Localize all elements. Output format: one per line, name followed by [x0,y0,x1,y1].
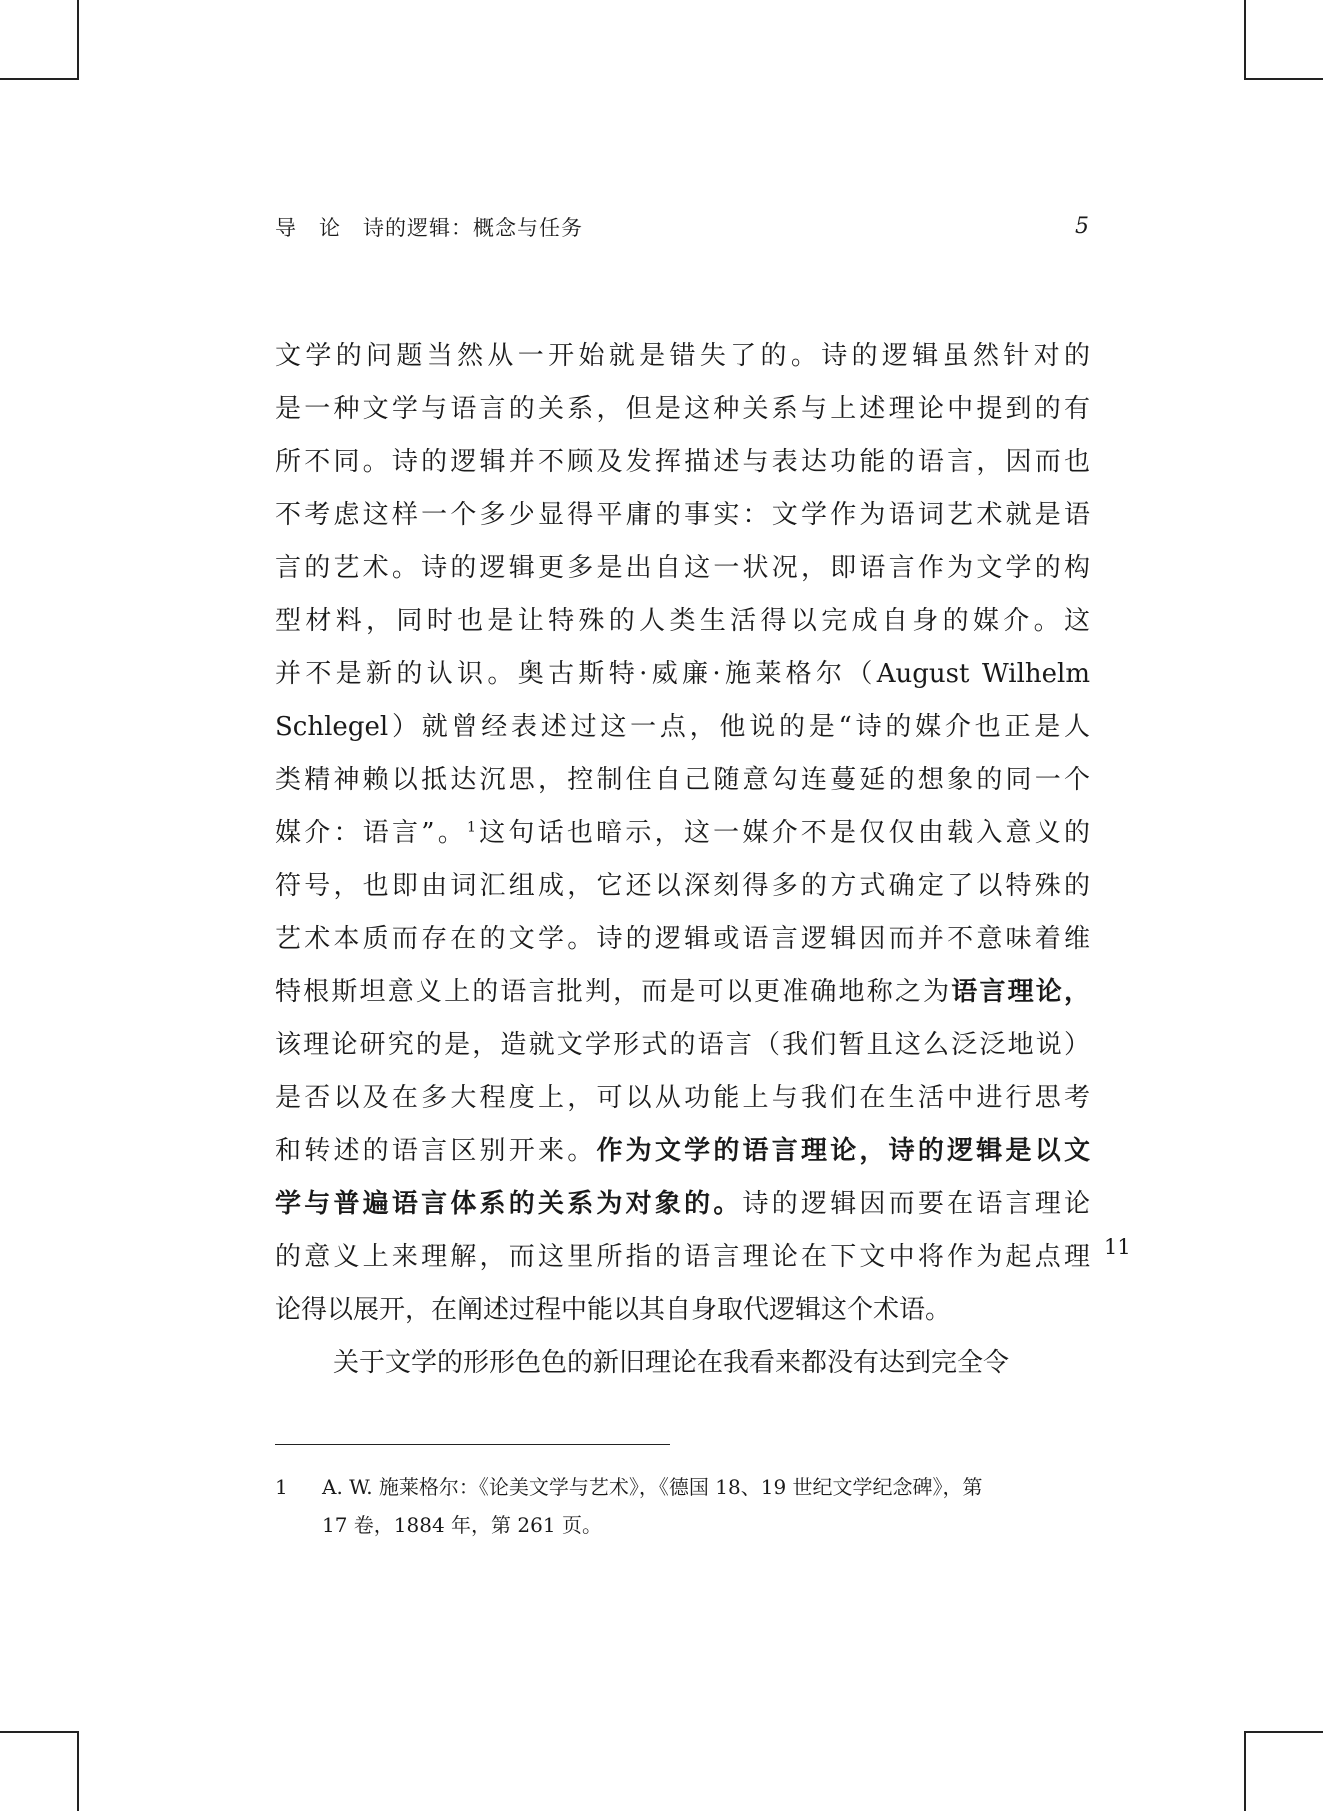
body-line: 型材料，同时也是让特殊的人类生活得以完成自身的媒介。这 [275,606,1090,636]
bold-term: 语言理论， [951,977,1090,1007]
body-line: 文学的问题当然从一开始就是错失了的。诗的逻辑虽然针对的 [275,341,1090,371]
body-line: 艺术本质而存在的文学。诗的逻辑或语言逻辑因而并不意味着维 [275,924,1090,954]
crop-mark-top-left [0,0,79,80]
footnote [275,1468,1090,1544]
body-line: 该理论研究的是，造就文学形式的语言（我们暂且这么泛泛地说） [275,1030,1090,1060]
body-line: 所不同。诗的逻辑并不顾及发挥描述与表达功能的语言，因而也 [275,447,1090,477]
body-line: 不考虑这样一个多少显得平庸的事实：文学作为语词艺术就是语 [275,500,1090,530]
bold-thesis: 作为文学的语言理论，诗的逻辑是以文 [596,1136,1090,1166]
body-line: 并不是新的认识。奥古斯特·威廉·施莱格尔（August Wilhelm [275,659,1090,689]
body-line [275,1178,1090,1231]
footnote-line: A. W. 施莱格尔：《论美文学与艺术》，《德国 18、19 世纪文学纪念碑》，第 [322,1475,983,1499]
crop-mark-bottom-left [0,1731,79,1811]
body-line [275,1125,1090,1178]
crop-mark-top-right [1244,0,1323,80]
body-line: 是一种文学与语言的关系，但是这种关系与上述理论中提到的有 [275,394,1090,424]
body-line: 类精神赖以抵达沉思，控制住自己随意勾连蔓延的想象的同一个 [275,765,1090,795]
body-segment: 特根斯坦意义上的语言批判，而是可以更准确地称之为 [275,977,952,1007]
body-line [275,807,1090,860]
body-line: 符号，也即由词汇组成，它还以深刻得多的方式确定了以特殊的 [275,871,1090,901]
footnote-divider [275,1444,670,1445]
body-line: 的意义上来理解，而这里所指的语言理论在下文中将作为起点理 [275,1242,1090,1272]
body-line: 论得以展开，在阐述过程中能以其自身取代逻辑这个术语。 [275,1295,952,1325]
body-line: Schlegel）就曾经表述过这一点，他说的是“诗的媒介也正是人 [275,712,1090,742]
body-line: 言的艺术。诗的逻辑更多是出自这一状况，即语言作为文学的构 [275,553,1090,583]
body-segment: 媒介：语言”。 [275,818,467,848]
body-text [275,330,1090,1390]
body-line [275,966,1090,1019]
footnote-number: 1 [275,1475,288,1499]
page-number: 5 [1075,214,1089,239]
running-head: 导 论 诗的逻辑：概念与任务 [275,216,583,240]
body-line-new-paragraph: 关于文学的形形色色的新旧理论在我看来都没有达到完全令 [333,1348,1010,1378]
body-segment: 这句话也暗示，这一媒介不是仅仅由载入意义的 [475,818,1090,848]
margin-page-reference: 11 [1104,1235,1131,1259]
body-line: 是否以及在多大程度上，可以从功能上与我们在生活中进行思考 [275,1083,1090,1113]
bold-thesis: 学与普遍语言体系的关系为对象的。 [275,1189,743,1219]
footnote-reference[interactable]: 1 [466,819,476,836]
footnote-text [322,1468,1090,1544]
crop-mark-bottom-right [1244,1731,1323,1811]
body-segment: 诗的逻辑因而要在语言理论 [742,1189,1090,1219]
body-segment: 和转述的语言区别开来。 [275,1136,597,1166]
footnote-line: 17 卷，1884 年，第 261 页。 [322,1513,602,1537]
